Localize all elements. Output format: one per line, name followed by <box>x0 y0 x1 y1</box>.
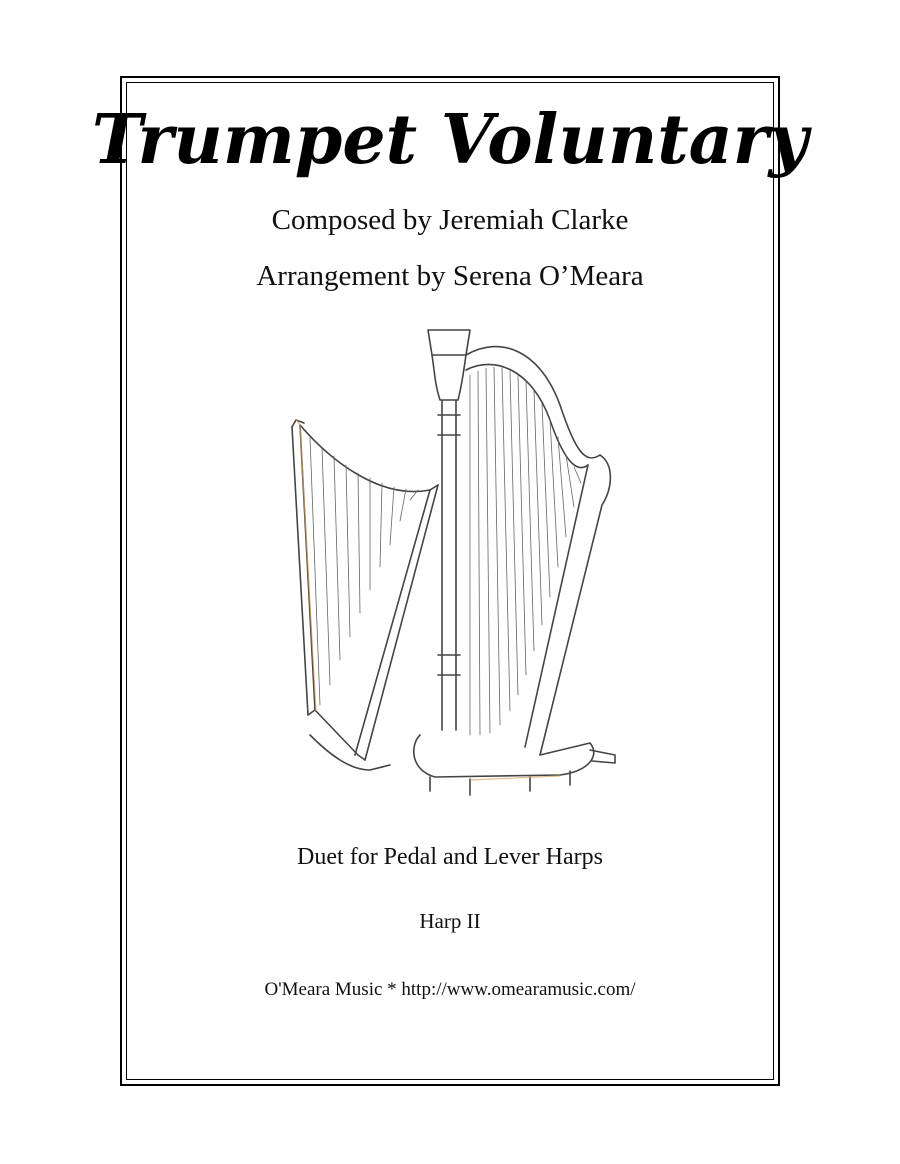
composer-credit: Composed by Jeremiah Clarke <box>271 204 629 236</box>
part-label: Harp II <box>419 909 481 933</box>
arrangement-subtitle: Duet for Pedal and Lever Harps <box>297 844 603 870</box>
harps-illustration-icon <box>270 315 640 805</box>
publisher-line: O'Meara Music * http://www.omearamusic.com/ <box>264 979 636 1000</box>
arranger-credit: Arrangement by Serena O’Meara <box>256 260 644 292</box>
page-title: Trumpet Voluntary <box>91 100 809 180</box>
